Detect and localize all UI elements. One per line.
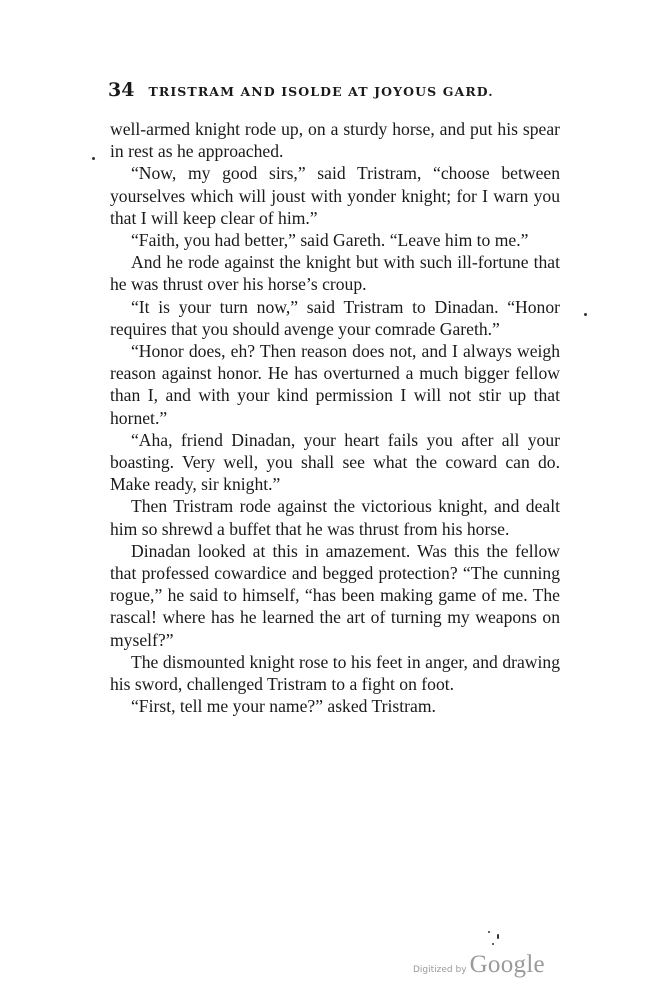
- paragraph: “It is your turn now,” said Tristram to Dinadan. “Honor requires that you should avenge your comrade Gareth.”: [110, 296, 560, 339]
- paragraph: Then Tristram rode against the victorious knight, and dealt him so shrewd a buffet that he was thrust from his horse.: [110, 496, 560, 539]
- margin-speck: [584, 313, 587, 316]
- paragraph: “First, tell me your name?” asked Tristram.: [131, 696, 436, 717]
- watermark-prefix: Digitized by: [413, 965, 467, 975]
- margin-speck: [492, 943, 494, 945]
- page-number: 34: [108, 79, 135, 101]
- page-header: [108, 79, 528, 101]
- digitized-by-watermark: [413, 951, 545, 979]
- running-title: TRISTRAM AND ISOLDE AT JOYOUS GARD.: [148, 84, 494, 99]
- margin-speck: [488, 931, 490, 933]
- paragraph: well-armed knight rode up, on a sturdy horse, and put his spear in rest as he approached.: [110, 119, 560, 162]
- paragraph: “Honor does, eh? Then reason does not, and I always weigh reason against honor. He has overturned a much bigger fellow than I, and with your kind permission I will not stir up that hornet.”: [110, 341, 560, 428]
- paragraph: “Faith, you had better,” said Gareth. “Leave him to me.”: [131, 230, 529, 251]
- paragraph: Dinadan looked at this in amazement. Was this the fellow that professed cowardice and begged protection? “The cunning rogue,” he said to himself, “has been making game of me. The rascal! where has he learned the art of turning my weapons on myself?”: [110, 540, 560, 650]
- body-text: [110, 118, 560, 717]
- paragraph: “Now, my good sirs,” said Tristram, “choose between yourselves which will joust with yonder knight; for I warn you that I will keep clear of him.”: [110, 163, 560, 228]
- margin-speck: [92, 157, 95, 160]
- google-logo: Google: [469, 951, 545, 978]
- paragraph: The dismounted knight rose to his feet in anger, and drawing his sword, challenged Tristram to a fight on foot.: [110, 651, 560, 695]
- paragraph: And he rode against the knight but with such ill-fortune that he was thrust over his horse’s croup.: [110, 252, 560, 295]
- paragraph: “Aha, friend Dinadan, your heart fails you after all your boasting. Very well, you shall see what the coward can do. Make ready, sir knight.”: [110, 429, 560, 495]
- margin-speck: [497, 934, 499, 939]
